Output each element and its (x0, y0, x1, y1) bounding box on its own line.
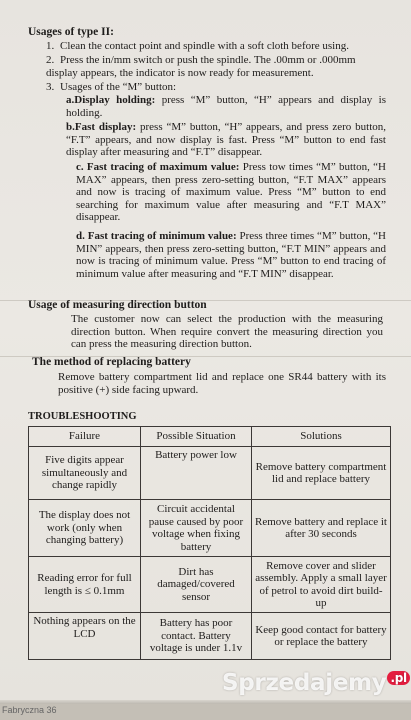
table-cell: Remove battery and replace it after 30 seconds (252, 500, 391, 557)
table-row (29, 500, 391, 557)
table-cell: Circuit accidental pause caused by poor voltage when fixing battery (141, 500, 252, 557)
table-cell: Battery has poor contact. Battery voltage is under 1.1v (141, 613, 252, 660)
m-item-d: d. Fast tracing of minimum value: Press three times “M” button, “H MIN” appears, then press zero-setting button, “F.T MIN” appears and now is tracing of minimum value. Press “M” button to end tracing of minimum value after measuring and “F.T MIN” disappear. (76, 230, 386, 280)
m-item-b: b.Fast display: press “M” button, “H” appears, and press zero button, “F.T” appears, and now display is fast. Press “M” button to end fast display after measuring and “F.T” disappear. (66, 121, 387, 158)
list-item-1: 1. Clean the contact point and spindle with a soft cloth before using. (46, 40, 349, 52)
column-header: Solutions (252, 427, 391, 447)
table-row (29, 613, 391, 660)
troubleshooting-table (28, 426, 391, 660)
table-cell: Nothing appears on the LCD (29, 613, 141, 660)
table-cell: Remove cover and slider assembly. Apply a small layer of petrol to avoid dirt build-up (252, 557, 391, 613)
table-cell: The display does not work (only when changing battery) (29, 500, 141, 557)
table-cell: Dirt has damaged/covered sensor (141, 557, 252, 613)
bottom-fragment-text: Fabryczna 36 (2, 705, 57, 715)
table-cell: Battery power low (141, 447, 252, 500)
troubleshooting-heading: TROUBLESHOOTING (28, 411, 137, 422)
table-header-row (29, 427, 391, 447)
m-item-c: c. Fast tracing of maximum value: Press tow times “M” button, “H MAX” appears, then press zero-setting button, “F.T MAX” appears and now is tracing of maximum value. Press “M” button to end searching for maximum value after measuring and “F.T MAX” disappear. (76, 161, 386, 223)
table-cell: Five digits appear simultaneously and change rapidly (29, 447, 141, 500)
table-row (29, 447, 391, 500)
m-item-a: a.Display holding: press “M” button, “H” appears and display is holding. (66, 94, 387, 119)
table-cell: Keep good contact for battery or replace the battery (252, 613, 391, 660)
sheet-edge (0, 700, 411, 704)
table-cell: Remove battery compartment lid and replace battery (252, 447, 391, 500)
battery-heading: The method of replacing battery (32, 356, 191, 368)
direction-text: The customer now can select the production with the measuring direction button. When require convert the measuring direction you can press the measuring direction button. (71, 313, 383, 350)
table-row (29, 557, 391, 613)
column-header: Failure (29, 427, 141, 447)
watermark-logo: Sprzedajemy .pl (222, 670, 410, 696)
column-header: Possible Situation (141, 427, 252, 447)
table-cell: Reading error for full length is ≤ 0.1mm (29, 557, 141, 613)
list-item-2: 2. Press the in/mm switch or push the spindle. The .00mm or .000mm display appears, the indicator is now ready for measurement. (46, 54, 356, 79)
type2-heading: Usages of type II: (28, 26, 114, 38)
list-item-3: 3. Usages of the “M” button: (46, 81, 177, 93)
battery-text: Remove battery compartment lid and replace one SR44 battery with its positive (+) side facing upward. (58, 371, 386, 396)
direction-heading: Usage of measuring direction button (28, 299, 207, 311)
